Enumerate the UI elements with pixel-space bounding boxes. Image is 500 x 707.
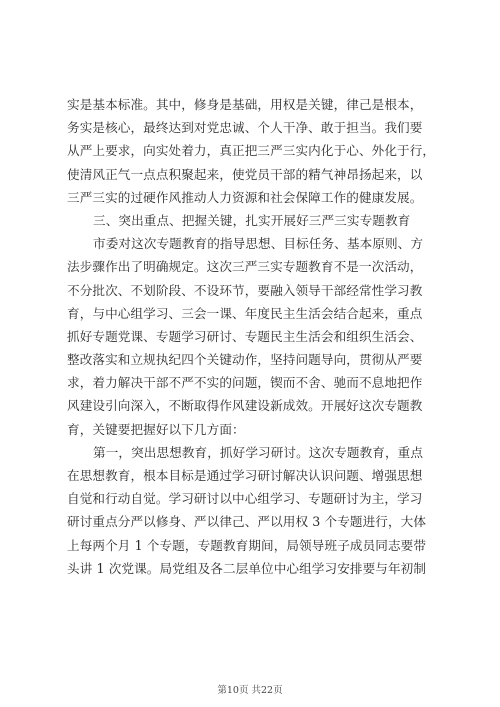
text-line: 实是基本标准。其中，修身是基础，用权是关键，律己是根本，: [67, 97, 423, 112]
text-line: 研讨重点分严以修身、严以律己、严以用权 3 个专题进行，大体: [67, 514, 427, 530]
text-line: 不分批次、不划阶段、不设环节，要融入领导干部经常性学习教: [67, 282, 423, 298]
text-line: 求，着力解决干部不严不实的问题，锲而不舍、驰而不息地把作: [67, 375, 423, 391]
text-line: 第一，突出思想教育，抓好学习研讨。这次专题教育，重点: [93, 444, 424, 460]
text-line: 三严三实的过硬作风推动人力资源和社会保障工作的健康发展。: [67, 189, 423, 205]
text-line: 头讲 1 次党课。局党组及各二层单位中心组学习安排要与年初制: [67, 560, 427, 576]
text-line: 在思想教育，根本目标是通过学习研讨解决认识问题、增强思想: [67, 468, 423, 483]
text-line: 整改落实和立规执纪四个关键动作，坚持问题导向，贯彻从严要: [67, 352, 423, 368]
text-line: 市委对这次专题教育的指导思想、目标任务、基本原则、方: [93, 236, 424, 252]
text-line: 上每两个月 1 个专题，专题教育期间，局领导班子成员同志要带: [67, 537, 427, 553]
text-line: 育，关键要把握好以下几方面：: [67, 421, 245, 437]
text-line: 三、突出重点、把握关键，扎实开展好三严三实专题教育: [93, 212, 411, 228]
text-line: 风建设引向深入，不断取得作风建设新成效。开展好这次专题教: [67, 398, 423, 414]
page-footer: 第10页 共22页: [217, 685, 283, 696]
text-line: 使清风正气一点点积聚起来，使党员干部的精气神昂扬起来，以: [67, 166, 423, 182]
text-line: 抓好专题党课、专题学习研讨、专题民主生活会和组织生活会、: [67, 328, 423, 344]
text-line: 从严上要求，向实处着力，真正把三严三实内化于心、外化于行，: [67, 143, 436, 159]
text-line: 自觉和行动自觉。学习研讨以中心组学习、专题研讨为主，学习: [67, 491, 423, 507]
body-text: [67, 93, 447, 580]
text-line: 法步骤作出了明确规定。这次三严三实专题教育不是一次活动，: [67, 259, 423, 275]
text-line: 育，与中心组学习、三会一课、年度民主生活会结合起来，重点: [67, 305, 423, 321]
text-line: 务实是核心，最终达到对党忠诚、个人干净、敢于担当。我们要: [67, 120, 423, 136]
